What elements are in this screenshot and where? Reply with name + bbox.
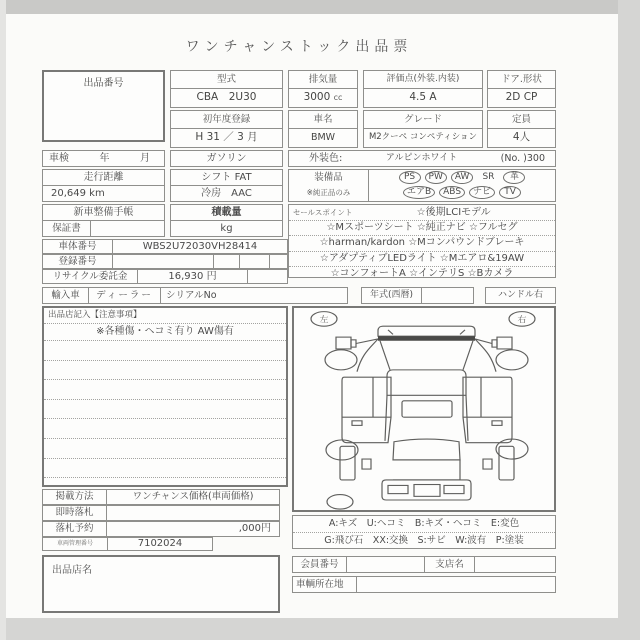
sales-point-line: ☆アダプティブLEDライト ☆Mエアロ&19AW	[289, 252, 555, 268]
inspection-label: 車検	[49, 153, 69, 164]
registration-cell	[113, 255, 213, 268]
notes-remark: ※各種傷・ヘコミ有り AW傷有	[44, 324, 286, 341]
score-box	[363, 70, 483, 108]
displacement-box	[288, 70, 358, 108]
load-box	[170, 204, 283, 237]
handle-box	[485, 287, 556, 304]
location-value	[357, 577, 555, 592]
import-row	[42, 287, 348, 304]
reserve-bid-row	[42, 521, 280, 537]
sales-point-line: ☆Mスポーツシート ☆純正ナビ ☆フルセグ	[289, 221, 555, 237]
mgmt-number-label-box	[42, 537, 108, 551]
handle-value: ハンドル右	[497, 290, 543, 300]
equipment-item: TV	[499, 186, 521, 199]
car-name-box	[288, 110, 358, 148]
location-row	[292, 576, 556, 593]
exterior-color-box	[288, 150, 556, 167]
scan-edge-right	[618, 0, 640, 640]
mileage-value: 20,649 km	[51, 188, 105, 199]
instant-bid-row	[42, 505, 280, 521]
doors-value: 2D CP	[505, 91, 538, 103]
chassis-row	[42, 239, 288, 254]
registration-cell	[213, 255, 239, 268]
instant-bid-label: 即時落札	[43, 506, 107, 520]
inspection-year: 年	[99, 153, 110, 164]
notes-box	[42, 306, 288, 487]
grade-label: グレード	[364, 111, 482, 129]
equipment-row2	[369, 185, 555, 200]
capacity-value: 4人	[512, 131, 531, 143]
recycle-value: 16,930 円	[138, 270, 248, 283]
member-value	[347, 557, 425, 572]
equipment-sublabel: ※純正品のみ	[306, 188, 351, 197]
year-value	[422, 288, 473, 303]
notes-ruled-line	[44, 361, 286, 381]
model-box	[170, 70, 283, 108]
equipment-item: ABS	[439, 186, 465, 199]
registration-cell	[239, 255, 269, 268]
doors-label: ドア.形状	[488, 71, 555, 89]
method-row	[42, 489, 280, 505]
equipment-item: PS	[399, 171, 421, 184]
notes-header: 出品店記入【注意事項】	[44, 308, 286, 324]
maintenance-label: 新車整備手帳	[43, 205, 164, 221]
first-reg-label: 初年度登録	[171, 111, 282, 129]
equipment-item: PW	[425, 171, 447, 184]
sales-points-label: セールスポイント	[293, 207, 353, 217]
dealer-label: ディーラー	[89, 288, 161, 303]
recycle-row	[42, 269, 288, 284]
mileage-box	[42, 169, 165, 202]
exterior-color-label: 外装色:	[309, 153, 343, 164]
legend-line1: A:キズ U:ヘコミ B:キズ・ヘコミ E:変色	[293, 516, 555, 533]
displacement-value: 3000	[303, 91, 331, 103]
score-value: 4.5 A	[409, 91, 437, 103]
sheet-title: ワンチャンストック出品票	[185, 39, 413, 55]
import-label: 輸入車	[43, 288, 89, 303]
model-label: 型式	[171, 71, 282, 89]
legend-line2: G:飛び石 XX:交換 S:サビ W:波有 P:塗装	[324, 535, 524, 546]
equipment-item: AW	[451, 171, 474, 184]
reserve-bid-label: 落札予約	[43, 522, 107, 536]
diagram-left-label: 左	[319, 315, 329, 325]
legend-box	[292, 515, 556, 549]
equipment-item: エアB	[403, 186, 435, 199]
reserve-bid-value: ,000円	[238, 523, 271, 534]
sales-point-line: ☆コンフォートA ☆インテリS ☆Bカメラ	[330, 268, 514, 279]
notes-ruled-line	[44, 439, 286, 459]
store-label: 出品店名	[52, 565, 92, 576]
mgmt-number-label: 車両管理番号	[56, 540, 93, 547]
notes-ruled-line	[44, 400, 286, 420]
serial-label: シリアルNo	[166, 290, 217, 301]
member-label: 会員番号	[293, 557, 347, 572]
equipment-item: 革	[503, 171, 525, 184]
notes-ruled-line	[44, 341, 286, 361]
car-name-label: 車名	[289, 111, 357, 129]
recycle-label: リサイクル委託金	[43, 270, 138, 283]
equipment-box	[288, 169, 556, 202]
method-label: 掲載方法	[43, 490, 107, 504]
car-top-view-diagram	[294, 308, 554, 510]
registration-cell	[269, 255, 287, 268]
load-label: 積載量	[171, 205, 282, 221]
warranty-label: 保証書	[43, 221, 91, 236]
fuel-box	[170, 150, 283, 167]
doors-box	[487, 70, 556, 108]
fuel-value: ガソリン	[206, 153, 247, 164]
auction-number-label: 出品番号	[83, 78, 124, 89]
exterior-color-no: (No. )300	[500, 153, 545, 164]
grade-value: M2クーペ コンペティション	[368, 132, 478, 142]
notes-ruled-line	[44, 419, 286, 439]
notes-ruled-line	[44, 459, 286, 479]
member-row	[292, 556, 556, 573]
ac-value: 冷房 AAC	[201, 188, 252, 199]
registration-label: 登録番号	[43, 255, 113, 268]
chassis-label: 車体番号	[43, 240, 113, 253]
sales-points-box	[288, 204, 556, 278]
chassis-value: WBS2U72030VH28414	[142, 241, 258, 252]
capacity-label: 定員	[488, 111, 555, 129]
displacement-label: 排気量	[289, 71, 357, 89]
mgmt-number-value-box	[107, 537, 213, 551]
location-label: 車輌所在地	[293, 577, 357, 592]
scan-edge-left	[0, 0, 6, 640]
inspection-box	[42, 150, 165, 167]
capacity-box	[487, 110, 556, 148]
mileage-label: 走行距離	[43, 170, 164, 186]
registration-row	[42, 254, 288, 269]
warranty-value	[91, 221, 164, 236]
recycle-empty	[248, 270, 287, 283]
branch-label: 支店名	[425, 557, 475, 572]
model-value: CBA 2U30	[196, 91, 257, 103]
sales-point-line: ☆harman/kardon ☆Mコンパウンドブレーキ	[289, 236, 555, 252]
notes-ruled-line	[44, 380, 286, 400]
sales-points-headline: ☆後期LCIモデル	[416, 206, 491, 218]
auction-number-box	[42, 70, 165, 142]
displacement-unit: cc	[333, 93, 343, 102]
equipment-item: ナビ	[469, 186, 495, 199]
car-name-value: BMW	[310, 132, 336, 143]
car-diagram-box	[292, 306, 556, 512]
scan-edge-top	[0, 0, 640, 14]
maintenance-box	[42, 204, 165, 237]
first-reg-value: H 31 ／ 3 月	[195, 131, 258, 143]
method-value: ワンチャンス価格(車両価格)	[132, 491, 254, 502]
inspection-month: 月	[140, 153, 150, 164]
exterior-color-value: アルピンホワイト	[385, 153, 458, 163]
instant-bid-value	[107, 506, 279, 520]
first-reg-box	[170, 110, 283, 148]
mgmt-number-value: 7102024	[137, 538, 183, 549]
equipment-item: SR	[482, 172, 495, 182]
year-box	[361, 287, 474, 304]
load-unit: kg	[220, 223, 233, 234]
equipment-row1	[369, 170, 555, 185]
equipment-label: 装備品	[314, 172, 343, 183]
scan-edge-bottom	[0, 618, 640, 640]
shift-value: シフト FAT	[171, 170, 282, 186]
store-box	[42, 555, 280, 613]
diagram-right-label: 右	[517, 315, 527, 325]
shift-ac-box	[170, 169, 283, 202]
score-label: 評価点(外装.内装)	[364, 71, 482, 89]
grade-box	[363, 110, 483, 148]
branch-value	[475, 557, 555, 572]
year-label: 年式(西暦)	[362, 288, 422, 303]
